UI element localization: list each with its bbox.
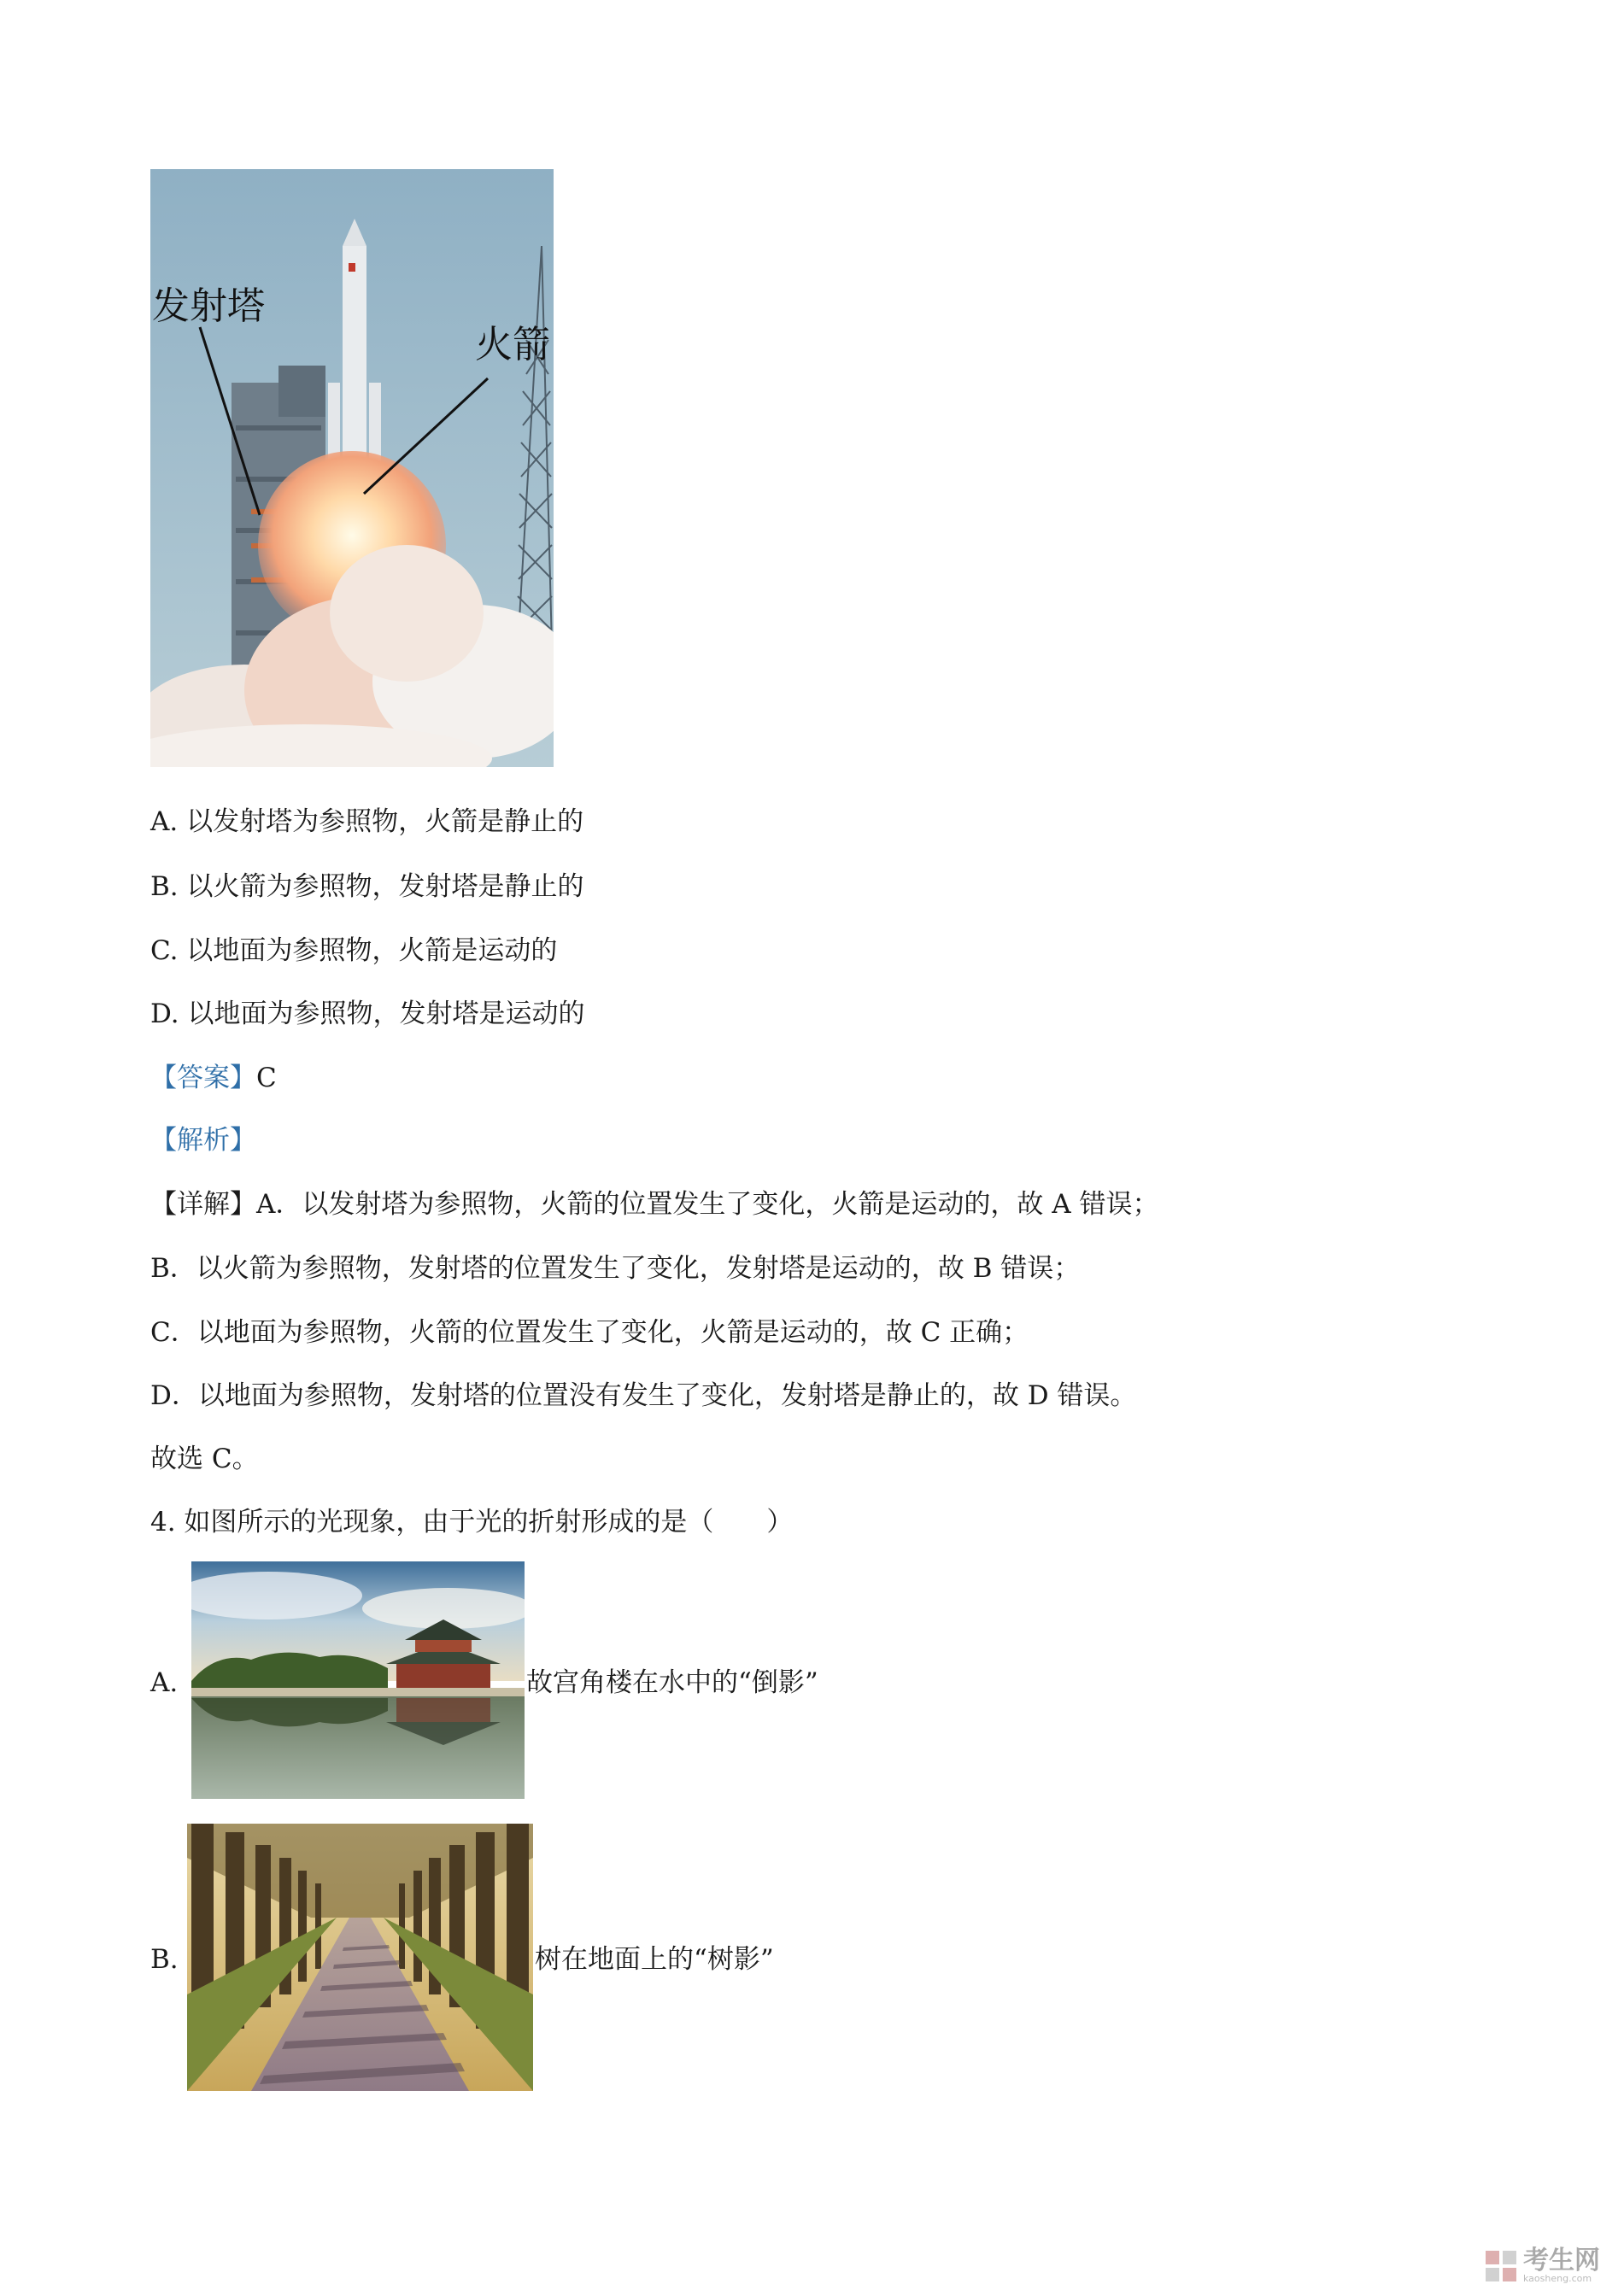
- q4-stem: 4. 如图所示的光现象，由于光的折射形成的是（ ）: [150, 1507, 794, 1538]
- watermark-site: kaosheng.com: [1523, 2273, 1592, 2284]
- forbidden-city-turret-reflection-image: [191, 1561, 525, 1799]
- detail-line-c: C．以地面为参照物，火箭的位置发生了变化，火箭是运动的，故 C 正确；: [150, 1317, 1029, 1348]
- q3-option-d: D. 以地面为参照物，发射塔是运动的: [150, 999, 585, 1029]
- rocket-launch-figure: [150, 169, 554, 767]
- answer-value: C: [256, 1063, 277, 1093]
- q3-option-b: B. 以火箭为参照物，发射塔是静止的: [150, 871, 584, 902]
- answer-tag: 【答案】: [150, 1063, 256, 1093]
- q4-option-b-text: 树在地面上的“树影”: [535, 1944, 774, 1975]
- detail-line-a: [150, 1187, 1158, 1221]
- q4-option-b-letter: B.: [150, 1944, 179, 1975]
- label-launch-tower: 发射塔: [152, 284, 265, 328]
- detail-text-a: A．以发射塔为参照物，火箭的位置发生了变化，火箭是运动的，故 A 错误；: [256, 1189, 1159, 1220]
- q4-option-a-text: 故宫角楼在水中的“倒影”: [526, 1667, 818, 1698]
- answer-line: [150, 1061, 277, 1095]
- analysis-tag: 【解析】: [150, 1125, 256, 1156]
- watermark-name: 考生网: [1523, 2246, 1600, 2276]
- detail-line-b: B．以火箭为参照物，发射塔的位置发生了变化，发射塔是运动的，故 B 错误；: [150, 1253, 1081, 1284]
- detail-tag: 【详解】: [150, 1189, 256, 1220]
- tree-shadow-road-image: [187, 1824, 533, 2091]
- kaosheng-logo-icon: [1484, 2249, 1518, 2283]
- site-watermark: [1484, 2248, 1600, 2284]
- q3-option-c: C. 以地面为参照物，火箭是运动的: [150, 935, 558, 966]
- q4-option-a-letter: A.: [150, 1667, 179, 1698]
- q3-option-a: A. 以发射塔为参照物，火箭是静止的: [150, 806, 584, 837]
- detail-conclusion: 故选 C。: [150, 1444, 259, 1474]
- detail-line-d: D．以地面为参照物，发射塔的位置没有发生了变化，发射塔是静止的，故 D 错误。: [150, 1380, 1137, 1411]
- label-rocket: 火箭: [475, 323, 550, 366]
